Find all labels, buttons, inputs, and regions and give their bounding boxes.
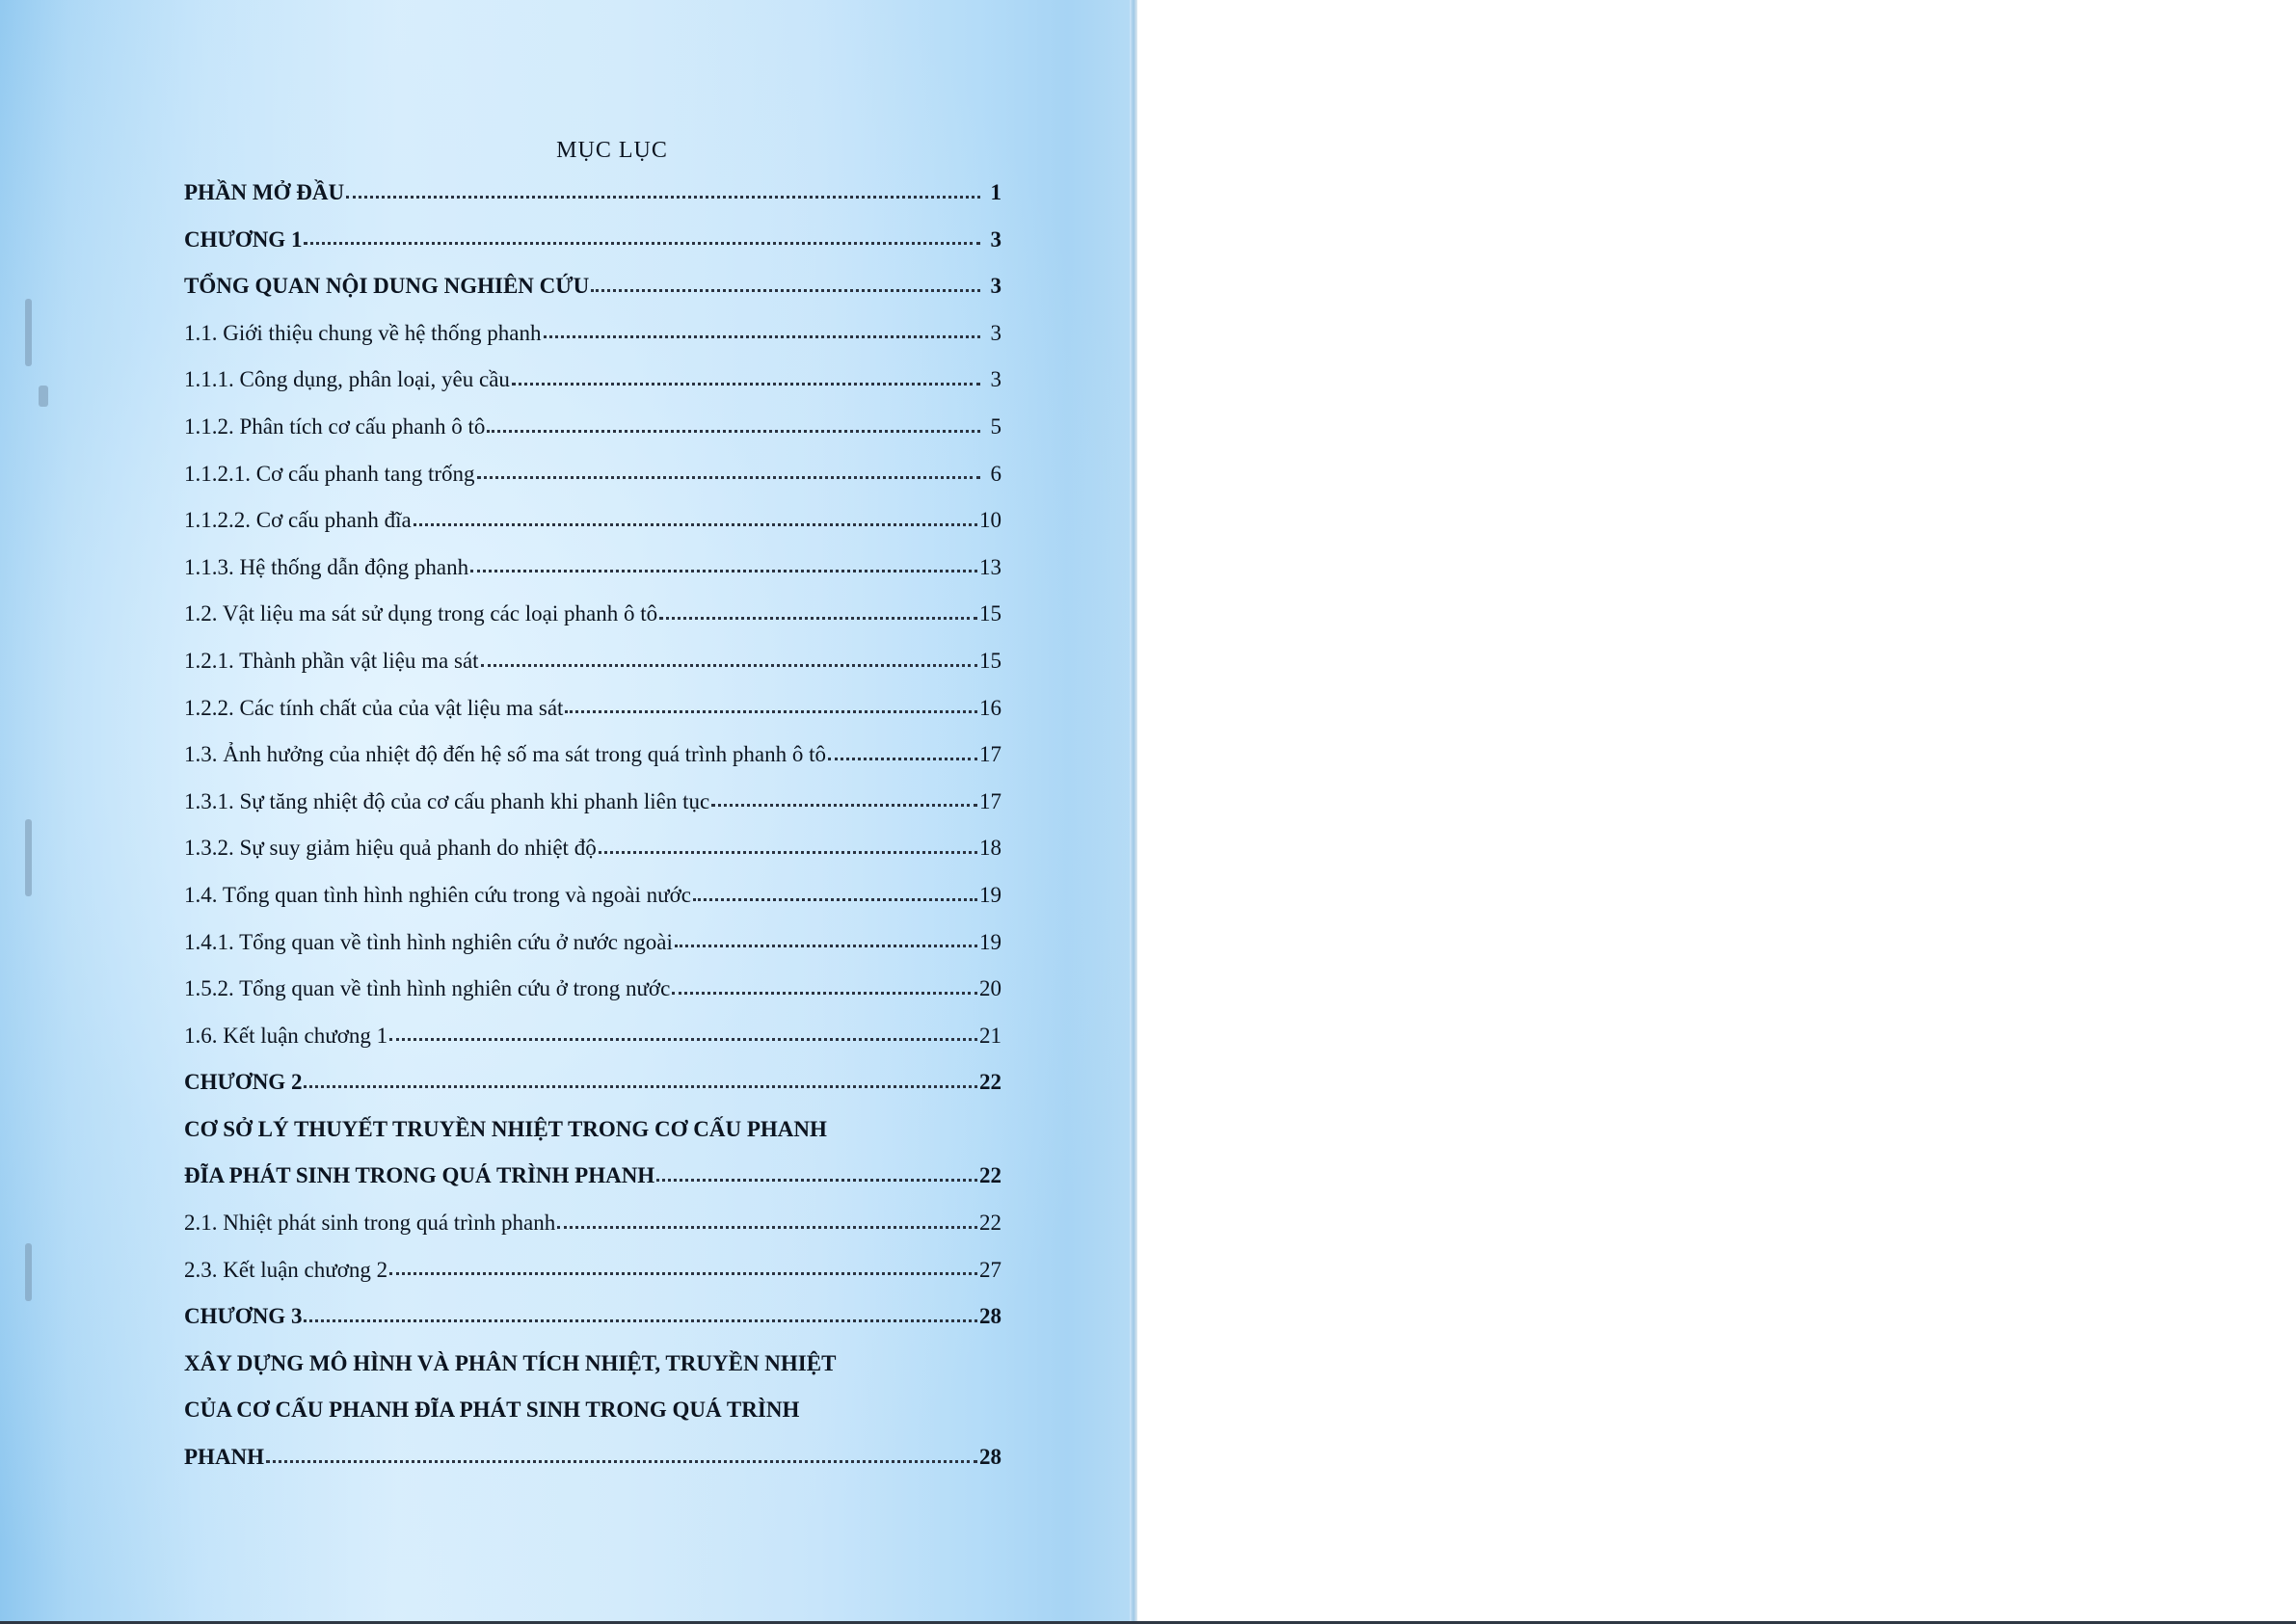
toc-entry bbox=[184, 872, 1001, 919]
toc-entry bbox=[184, 638, 1001, 685]
toc-entry-label: CHƯƠNG 3 bbox=[184, 1304, 303, 1329]
toc-dot-leader bbox=[512, 382, 980, 386]
toc-entries bbox=[184, 170, 1001, 1481]
toc-entry-page-number: 1 bbox=[990, 180, 1001, 204]
toc-entry-page-number: 18 bbox=[979, 836, 1001, 861]
toc-entry-page-number: 22 bbox=[979, 1163, 1001, 1188]
toc-dot-leader bbox=[544, 334, 980, 338]
toc-entry-label: 1.1.1. Công dụng, phân loại, yêu cầu bbox=[184, 367, 510, 392]
toc-entry bbox=[184, 451, 1001, 498]
toc-entry-label: PHẦN MỞ ĐẦU bbox=[184, 180, 345, 204]
toc-entry-page-number: 28 bbox=[979, 1304, 1001, 1329]
toc-entry-label: PHANH bbox=[184, 1445, 265, 1470]
toc-entry bbox=[184, 1247, 1001, 1294]
toc-dot-leader bbox=[346, 195, 980, 199]
toc-dot-leader bbox=[557, 1225, 977, 1229]
toc-entry-page-number: 20 bbox=[979, 976, 1001, 1001]
toc-entry bbox=[184, 404, 1001, 451]
toc-entry-page-number: 19 bbox=[979, 929, 1001, 954]
toc-entry-page-number: 28 bbox=[979, 1445, 1001, 1470]
toc-dot-leader bbox=[656, 1178, 977, 1182]
toc-entry-label: CHƯƠNG 2 bbox=[184, 1070, 303, 1095]
toc-entry-label: 1.1.2.1. Cơ cấu phanh tang trống bbox=[184, 461, 475, 486]
toc-entry-label: 1.2.2. Các tính chất của của vật liệu ma sát bbox=[184, 695, 564, 720]
toc-entry-label: 1.1.2. Phân tích cơ cấu phanh ô tô bbox=[184, 413, 486, 439]
toc-entry bbox=[184, 919, 1001, 967]
toc-dot-leader bbox=[693, 897, 977, 901]
toc-dot-leader bbox=[266, 1459, 977, 1463]
toc-entry-label: XÂY DỰNG MÔ HÌNH VÀ PHÂN TÍCH NHIỆT, TRUYỀN NHIỆT bbox=[184, 1350, 837, 1375]
toc-entry-label: 1.4.1. Tổng quan về tình hình nghiên cứu ở nước ngoài bbox=[184, 929, 673, 954]
toc-entry-label: 1.1.2.2. Cơ cấu phanh đĩa bbox=[184, 508, 412, 533]
scanned-page bbox=[0, 0, 1135, 1624]
toc-dot-leader bbox=[487, 429, 980, 433]
toc-entry-page-number: 6 bbox=[990, 461, 1001, 486]
toc-entry bbox=[184, 685, 1001, 732]
toc-dot-leader bbox=[599, 850, 977, 854]
toc-entry bbox=[184, 825, 1001, 872]
toc-entry bbox=[184, 497, 1001, 545]
toc-entry bbox=[184, 1341, 1001, 1388]
toc-entry-label: 1.2. Vật liệu ma sát sử dụng trong các loại phanh ô tô bbox=[184, 601, 658, 626]
toc-entry bbox=[184, 357, 1001, 404]
toc-entry bbox=[184, 1153, 1001, 1200]
toc-entry bbox=[184, 217, 1001, 264]
toc-entry-label: 1.4. Tổng quan tình hình nghiên cứu trong và ngoài nước bbox=[184, 882, 691, 907]
toc-entry-label: 2.3. Kết luận chương 2 bbox=[184, 1257, 388, 1282]
toc-entry-page-number: 22 bbox=[979, 1070, 1001, 1095]
toc-entry-page-number: 16 bbox=[979, 695, 1001, 720]
toc-entry-label: 1.3. Ảnh hưởng của nhiệt độ đến hệ số ma sát trong quá trình phanh ô tô bbox=[184, 742, 826, 767]
page-edge bbox=[1130, 0, 1137, 1621]
toc-entry-page-number: 15 bbox=[979, 601, 1001, 626]
toc-entry-label: 2.1. Nhiệt phát sinh trong quá trình phanh bbox=[184, 1211, 556, 1236]
punch-hole-mark bbox=[25, 1243, 32, 1301]
toc-entry bbox=[184, 732, 1001, 779]
toc-dot-leader bbox=[675, 944, 977, 947]
toc-dot-leader bbox=[389, 1271, 977, 1275]
toc-entry-label: TỔNG QUAN NỘI DUNG NGHIÊN CỨU bbox=[184, 274, 590, 299]
toc-entry-page-number: 15 bbox=[979, 648, 1001, 673]
toc-entry-page-number: 17 bbox=[979, 742, 1001, 767]
toc-entry bbox=[184, 1387, 1001, 1434]
toc-entry bbox=[184, 1013, 1001, 1060]
punch-hole-mark bbox=[25, 819, 32, 896]
toc-dot-leader bbox=[591, 288, 980, 292]
toc-dot-leader bbox=[828, 757, 977, 760]
toc-entry-page-number: 17 bbox=[979, 788, 1001, 813]
punch-hole-mark bbox=[25, 299, 32, 366]
table-of-contents bbox=[184, 131, 1001, 1481]
punch-hole-mark bbox=[39, 386, 48, 407]
toc-dot-leader bbox=[304, 241, 980, 245]
toc-entry-label: 1.3.2. Sự suy giảm hiệu quả phanh do nhiệt độ bbox=[184, 836, 597, 861]
toc-dot-leader bbox=[711, 803, 977, 807]
toc-entry-label: ĐĨA PHÁT SINH TRONG QUÁ TRÌNH PHANH bbox=[184, 1163, 655, 1188]
toc-dot-leader bbox=[659, 616, 977, 620]
toc-dot-leader bbox=[565, 709, 977, 713]
toc-entry bbox=[184, 1059, 1001, 1106]
toc-entry bbox=[184, 310, 1001, 358]
toc-entry-page-number: 10 bbox=[979, 508, 1001, 533]
toc-dot-leader bbox=[477, 475, 980, 479]
toc-entry bbox=[184, 263, 1001, 310]
toc-dot-leader bbox=[304, 1084, 977, 1088]
toc-entry-label: CỦA CƠ CẤU PHANH ĐĨA PHÁT SINH TRONG QUÁ TRÌNH bbox=[184, 1398, 800, 1423]
toc-entry-label: 1.1. Giới thiệu chung về hệ thống phanh bbox=[184, 320, 542, 345]
toc-entry-label: 1.5.2. Tổng quan về tình hình nghiên cứu ở trong nước bbox=[184, 976, 671, 1001]
toc-entry-page-number: 21 bbox=[979, 1023, 1001, 1048]
toc-entry-page-number: 19 bbox=[979, 882, 1001, 907]
toc-entry-label: CƠ SỞ LÝ THUYẾT TRUYỀN NHIỆT TRONG CƠ CẤU PHANH bbox=[184, 1116, 827, 1141]
toc-entry-page-number: 13 bbox=[979, 554, 1001, 579]
toc-entry bbox=[184, 1106, 1001, 1154]
toc-dot-leader bbox=[414, 522, 977, 526]
toc-title: MỤC LỤC bbox=[556, 138, 668, 163]
toc-entry-label: 1.1.3. Hệ thống dẫn động phanh bbox=[184, 554, 469, 579]
toc-dot-leader bbox=[672, 991, 977, 995]
toc-entry bbox=[184, 966, 1001, 1013]
toc-dot-leader bbox=[481, 663, 977, 667]
toc-entry-page-number: 3 bbox=[990, 274, 1001, 299]
toc-entry bbox=[184, 1200, 1001, 1247]
toc-entry-page-number: 22 bbox=[979, 1211, 1001, 1236]
toc-entry-label: 1.3.1. Sự tăng nhiệt độ của cơ cấu phanh khi phanh liên tục bbox=[184, 788, 710, 813]
toc-entry-page-number: 3 bbox=[990, 367, 1001, 392]
toc-entry-page-number: 27 bbox=[979, 1257, 1001, 1282]
toc-entry bbox=[184, 1434, 1001, 1481]
toc-entry-label: 1.6. Kết luận chương 1 bbox=[184, 1023, 388, 1048]
toc-entry bbox=[184, 779, 1001, 826]
toc-dot-leader bbox=[389, 1037, 977, 1041]
toc-dot-leader bbox=[470, 569, 977, 572]
toc-entry-label: 1.2.1. Thành phần vật liệu ma sát bbox=[184, 648, 479, 673]
toc-entry bbox=[184, 591, 1001, 638]
toc-dot-leader bbox=[304, 1318, 977, 1322]
toc-entry bbox=[184, 545, 1001, 592]
toc-entry-page-number: 3 bbox=[990, 226, 1001, 252]
toc-entry bbox=[184, 1293, 1001, 1341]
toc-entry bbox=[184, 170, 1001, 217]
toc-entry-label: CHƯƠNG 1 bbox=[184, 226, 303, 252]
toc-entry-page-number: 5 bbox=[990, 413, 1001, 439]
toc-entry-page-number: 3 bbox=[990, 320, 1001, 345]
